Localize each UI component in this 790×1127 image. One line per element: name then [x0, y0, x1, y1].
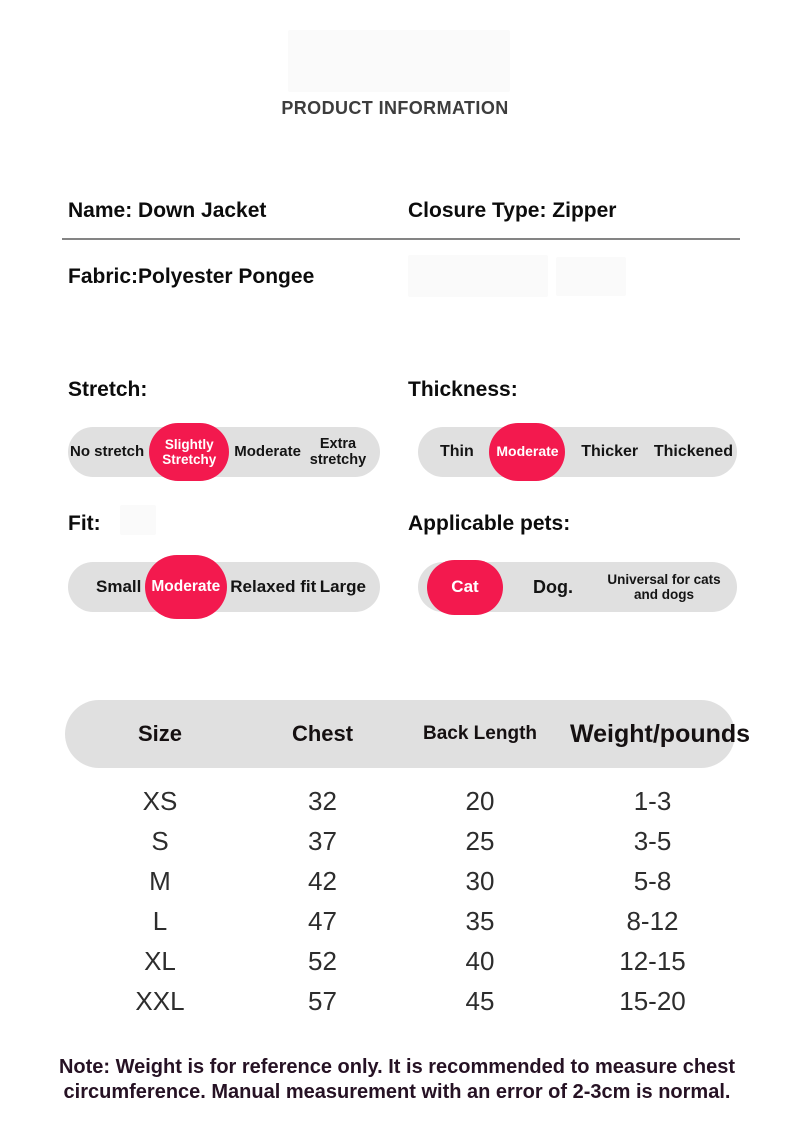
- size-chart-header: [65, 700, 751, 768]
- stretch-option-selected: Slightly Stretchy: [149, 423, 229, 481]
- fit-options-bar: [68, 562, 380, 612]
- pets-options-bar: [418, 562, 737, 612]
- cell-back-length: 35: [465, 905, 495, 936]
- cell-chest: 37: [308, 825, 337, 856]
- table-row: [65, 821, 735, 861]
- thickness-option-selected: Moderate: [489, 423, 565, 481]
- redacted-fit-area: [120, 505, 156, 535]
- fit-section-title: Fit:: [68, 512, 101, 535]
- cell-weight: 3-5: [633, 825, 672, 856]
- cell-size: S: [151, 825, 169, 856]
- pets-option: Dog.: [533, 576, 573, 597]
- thickness-option: Thickened: [653, 443, 733, 461]
- cell-weight: 1-3: [633, 785, 672, 816]
- table-row: [65, 781, 735, 821]
- redacted-logo-area: [288, 30, 510, 92]
- thickness-section-title: Thickness:: [408, 378, 518, 401]
- cell-back-length: 30: [465, 865, 495, 896]
- cell-weight: 12-15: [619, 945, 686, 976]
- cell-chest: 57: [308, 985, 337, 1016]
- column-header-size: Size: [137, 721, 183, 746]
- stretch-option: Extra stretchy: [309, 435, 367, 468]
- cell-weight: 15-20: [619, 985, 686, 1016]
- cell-back-length: 45: [465, 985, 495, 1016]
- cell-size: M: [149, 865, 171, 896]
- cell-chest: 52: [308, 945, 337, 976]
- fit-option-selected: Moderate: [145, 555, 227, 619]
- cell-chest: 42: [308, 865, 337, 896]
- spec-closure-type: Closure Type: Zipper: [408, 199, 617, 222]
- size-chart-body: [65, 781, 735, 1021]
- cell-chest: 32: [308, 785, 337, 816]
- table-row: [65, 981, 735, 1021]
- redacted-fabric-area: [408, 255, 548, 297]
- cell-back-length: 25: [465, 825, 495, 856]
- table-row: [65, 901, 735, 941]
- fit-option: Small: [96, 577, 142, 597]
- column-header-weight: Weight/pounds: [570, 719, 751, 748]
- spec-fabric: Fabric:Polyester Pongee: [68, 265, 315, 288]
- page-title: PRODUCT INFORMATION: [281, 98, 509, 118]
- fit-option: Relaxed fit: [230, 577, 317, 597]
- spec-name: Name: Down Jacket: [68, 199, 267, 222]
- size-chart: [65, 700, 751, 1021]
- stretch-option: No stretch: [70, 442, 145, 460]
- pets-option-selected: Cat: [427, 560, 503, 615]
- column-header-chest: Chest: [291, 721, 354, 746]
- divider-line: [62, 238, 740, 240]
- pets-section-title: Applicable pets:: [408, 512, 571, 535]
- stretch-options-bar: [68, 427, 380, 477]
- table-row: [65, 861, 735, 901]
- cell-size: XS: [142, 785, 178, 816]
- stretch-section-title: Stretch:: [68, 378, 148, 401]
- cell-weight: 8-12: [626, 905, 679, 936]
- thickness-option: Thicker: [581, 443, 639, 461]
- cell-back-length: 20: [465, 785, 495, 816]
- redacted-fabric-area: [556, 257, 626, 296]
- cell-size: XL: [144, 945, 176, 976]
- cell-size: XXL: [135, 985, 185, 1016]
- pets-option: Universal for cats and dogs: [607, 571, 721, 602]
- table-row: [65, 941, 735, 981]
- cell-chest: 47: [308, 905, 337, 936]
- fit-option: Large: [319, 577, 366, 597]
- stretch-option: Moderate: [234, 442, 301, 460]
- cell-weight: 5-8: [633, 865, 672, 896]
- cell-back-length: 40: [465, 945, 495, 976]
- thickness-options-bar: [418, 427, 737, 477]
- measurement-note: Note: Weight is for reference only. It is recommended to measure chest circumference. Manual measurement with an error of 2-3cm is normal.: [58, 1056, 736, 1103]
- column-header-back-length: Back Length: [422, 723, 538, 744]
- thickness-option: Thin: [440, 443, 474, 461]
- cell-size: L: [152, 905, 168, 936]
